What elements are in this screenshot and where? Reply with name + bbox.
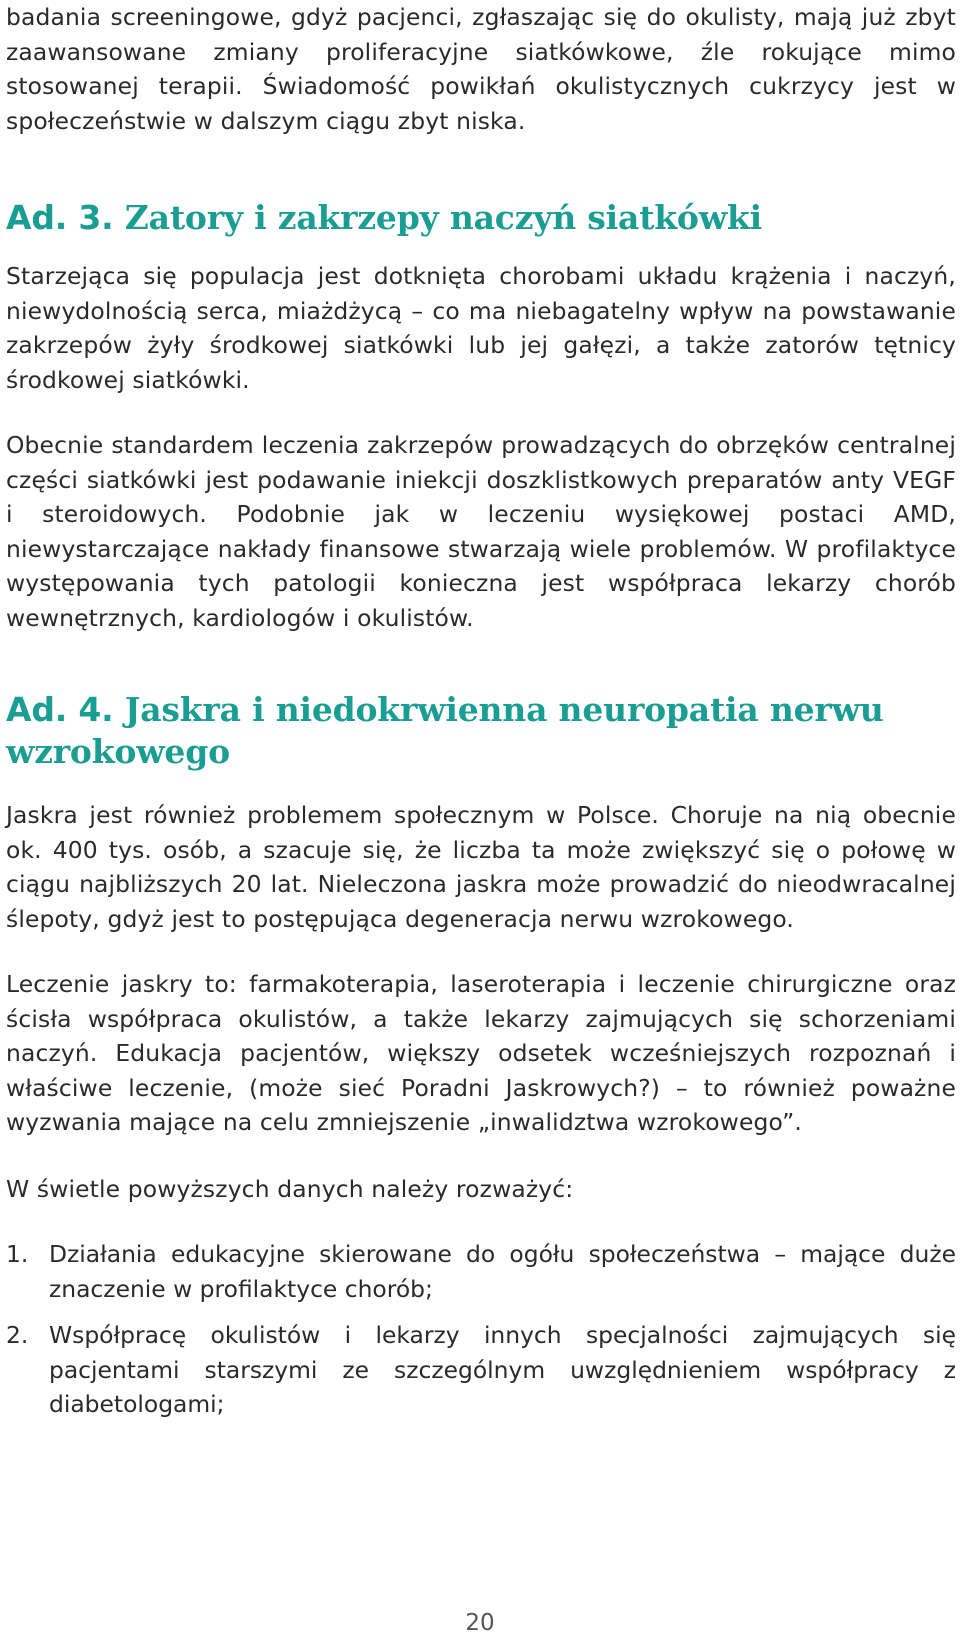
ad4-paragraph-3: W świetle powyższych danych należy rozważyć: [6, 1174, 574, 1203]
section-heading-ad3 [6, 197, 956, 239]
section-number-ad4: Ad. 4. [6, 690, 114, 729]
list-item-text: Działania edukacyjne skierowane do ogółu społeczeństwa – mające duże znaczenie w profilaktyce chorób; [49, 1240, 956, 1303]
section-title-ad3: Zatory i zakrzepy naczyń siatkówki [124, 198, 762, 237]
ad3-paragraph-2: Obecnie standardem leczenia zakrzepów prowadzących do obrzęków centralnej części siatkówki jest podawanie iniekcji doszklistkowych preparatów anty VEGF i steroidowych. Podobnie jak w leczeniu wysiękowej postaci AMD, niewystarczające nakłady finansowe stwarzają wiele problemów. W profilaktyce występowania tych patologii konieczna jest współpraca lekarzy chorób wewnętrznych, kardiologów i okulistów. [6, 431, 956, 632]
intro-paragraph: badania screeningowe, gdyż pacjenci, zgłaszając się do okulisty, mają już zbyt zaawansowane zmiany proliferacyjne siatkówkowe, źle rokujące mimo stosowanej terapii. Świadomość powikłań okulistycznych cukrzycy jest w społeczeństwie w dalszym ciągu zbyt niska. [6, 3, 956, 135]
section-number-ad3: Ad. 3. [6, 198, 114, 237]
recommendations-list [6, 1237, 956, 1422]
list-item [6, 1237, 956, 1306]
document-page [6, 0, 956, 1422]
ad4-paragraph-1: Jaskra jest również problemem społecznym w Polsce. Choruje na nią obecnie ok. 400 tys. osób, a szacuje się, że liczba ta może zwiększyć się o połowę w ciągu najbliższych 20 lat. Nieleczona jaskra może prowadzić do nieodwracalnej ślepoty, gdyż jest to postępująca degeneracja nerwu wzrokowego. [6, 801, 956, 933]
section-heading-ad4 [6, 689, 956, 773]
list-item-number: 1. [6, 1240, 29, 1268]
section-title-ad4: Jaskra i niedokrwienna neuropatia nerwu wzrokowego [6, 690, 884, 771]
ad3-paragraph-1: Starzejąca się populacja jest dotknięta chorobami układu krążenia i naczyń, niewydolnością serca, miażdżycą – co ma niebagatelny wpływ na powstawanie zakrzepów żyły środkowej siatkówki lub jej gałęzi, a także zatorów tętnicy środkowej siatkówki. [6, 262, 956, 394]
ad4-paragraph-2: Leczenie jaskry to: farmakoterapia, laseroterapia i leczenie chirurgiczne oraz ścisła współpraca okulistów, a także lekarzy zajmujących się schorzeniami naczyń. Edukacja pacjentów, większy odsetek wcześniejszych rozpoznań i właściwe leczenie, (może sieć Poradni Jaskrowych?) – to również poważne wyzwania mające na celu zmniejszenie „inwalidztwa wzrokowego”. [6, 970, 956, 1136]
page-number: 20 [465, 1610, 495, 1636]
list-item-number: 2. [6, 1321, 29, 1349]
list-item [6, 1318, 956, 1422]
list-item-text: Współpracę okulistów i lekarzy innych specjalności zajmujących się pacjentami starszymi ze szczególnym uwzględnieniem współpracy z diabetologami; [49, 1321, 956, 1418]
